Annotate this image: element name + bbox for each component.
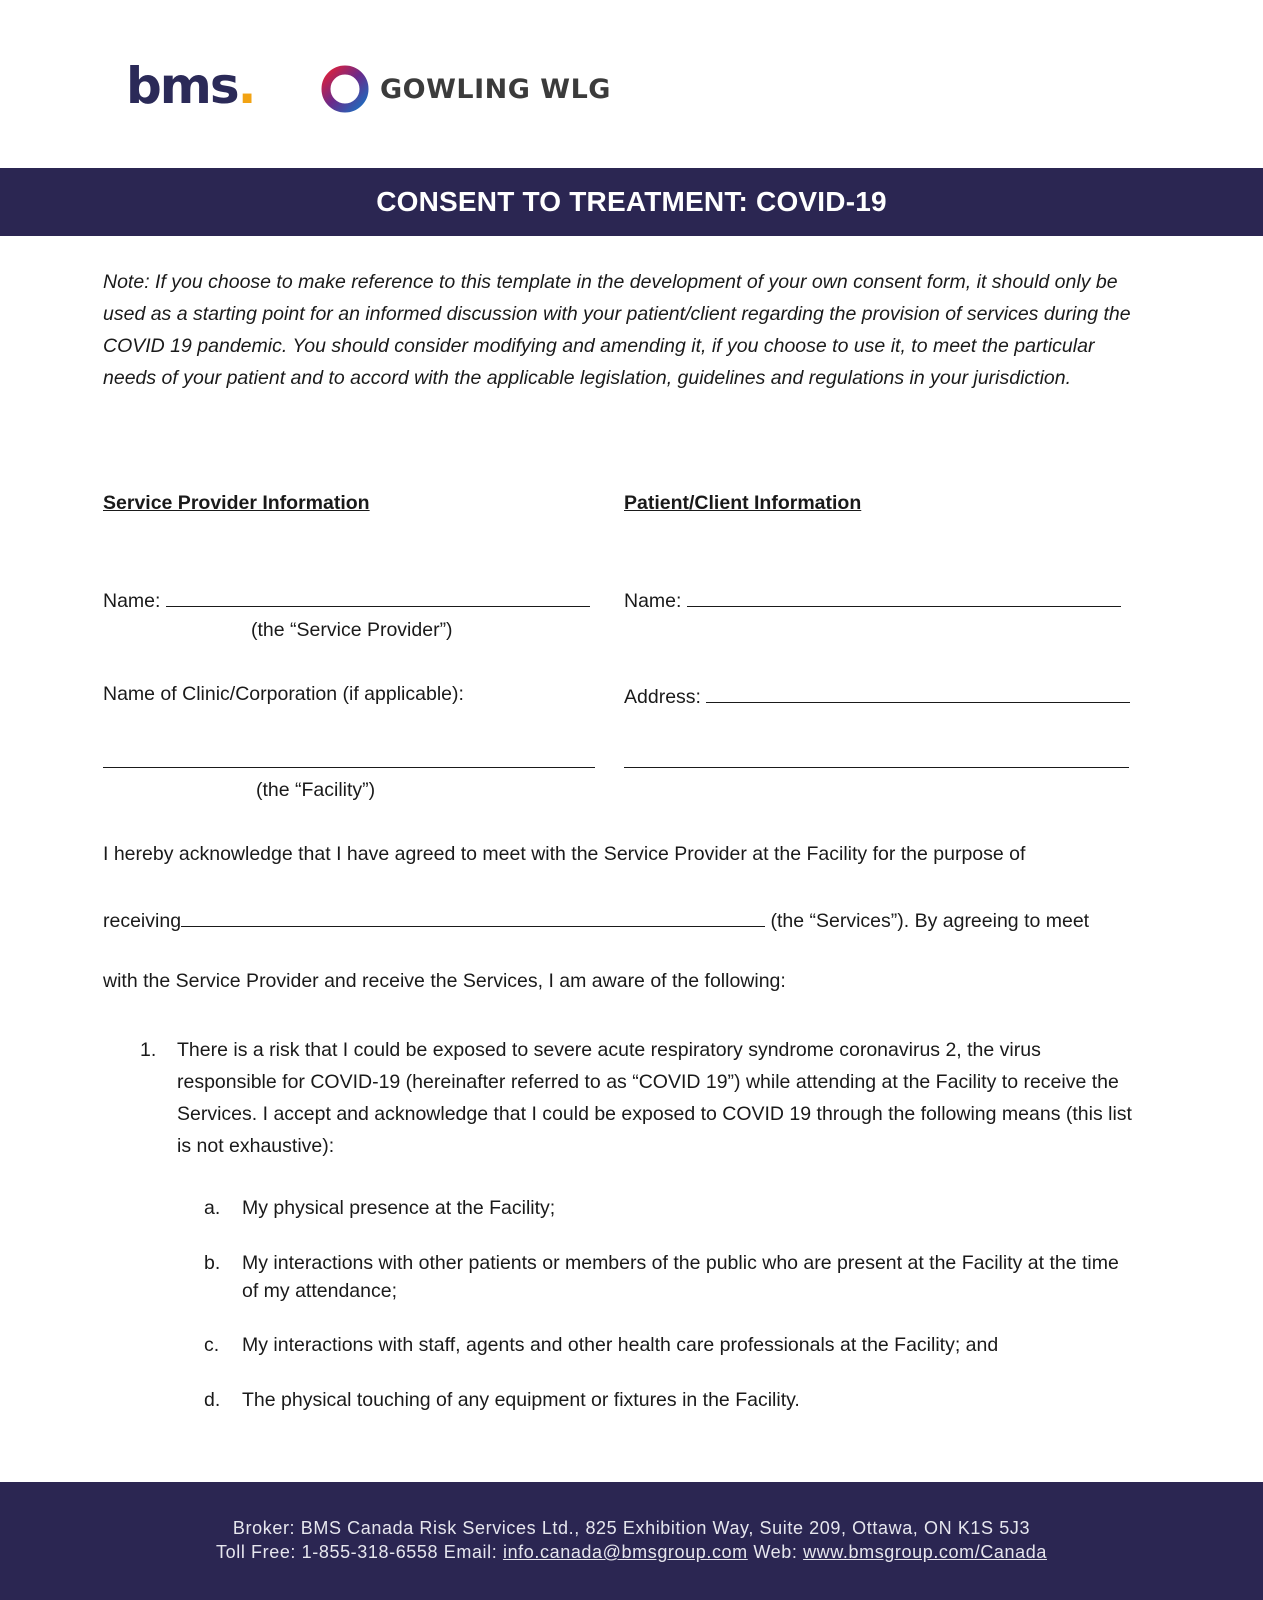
facility-caption: (the “Facility”) — [256, 779, 376, 801]
bms-logo — [126, 58, 255, 114]
footer-web-link[interactable]: www.bmsgroup.com/Canada — [803, 1542, 1047, 1562]
receiving-label: receiving — [103, 910, 182, 932]
footer-email-link[interactable]: info.canada@bmsgroup.com — [502, 1542, 748, 1562]
patient-address-row — [624, 683, 1130, 709]
list-item — [140, 1034, 1140, 1162]
sub-item-text: The physical touching of any equipment or fixtures in the Facility. — [242, 1389, 800, 1411]
sub-item-text: My interactions with other patients or members of the public who are present at the Facility at the time of my attendance; — [242, 1252, 1119, 1302]
service-provider-heading: Service Provider Information — [103, 492, 370, 514]
list-item-number: 1. — [140, 1039, 157, 1061]
acknowledgement-line-1: I hereby acknowledge that I have agreed to meet with the Service Provider at the Facility for the purpose of — [103, 843, 1026, 865]
patient-name-row — [624, 587, 1121, 613]
patient-name-field[interactable] — [687, 587, 1121, 607]
provider-name-label: Name: — [103, 590, 161, 612]
bms-logo-dot: . — [237, 57, 255, 115]
bms-logo-text: bms — [126, 57, 238, 115]
sub-item-letter: a. — [204, 1197, 221, 1219]
sub-item-letter: b. — [204, 1252, 221, 1274]
sub-item-c — [204, 1331, 1134, 1359]
sub-item-letter: d. — [204, 1389, 221, 1411]
footer — [0, 1482, 1263, 1600]
sub-item-text: My physical presence at the Facility; — [242, 1197, 556, 1219]
services-field[interactable] — [181, 907, 765, 927]
sub-item-text: My interactions with staff, agents and other health care professionals at the Facility; and — [242, 1334, 999, 1356]
clinic-field[interactable] — [103, 748, 595, 768]
patient-address-field-2-row — [624, 748, 1129, 774]
patient-heading: Patient/Client Information — [624, 492, 862, 514]
provider-name-field[interactable] — [166, 587, 590, 607]
template-note: Note: If you choose to make reference to this template in the development of your own consent form, it should only be used as a starting point for an informed discussion with your patient/client regarding the provision of services during the COVID 19 pandemic. You should consider modifying and amending it, if you choose to use it, to meet the particular needs of your patient and to accord with the applicable legislation, guidelines and regulations in your jurisdiction. — [103, 271, 1131, 389]
list-item-text: There is a risk that I could be exposed to severe acute respiratory syndrome coronavirus 2, the virus responsible for COVID-19 (hereinafter referred to as “COVID 19”) while attending at the Facility to receive the Services. I accept and acknowledge that I could be exposed to COVID 19 through the following means (this list is not exhaustive): — [177, 1039, 1132, 1157]
gowling-logo — [320, 64, 611, 114]
services-text: (the “Services”). By agreeing to meet — [770, 910, 1090, 932]
title-band — [0, 168, 1263, 236]
footer-toll-free: Toll Free: 1-855-318-6558 Email: — [216, 1542, 498, 1562]
sub-item-d — [204, 1386, 1134, 1414]
provider-caption: (the “Service Provider”) — [251, 619, 453, 641]
footer-web-label: Web: — [753, 1542, 798, 1562]
sub-item-letter: c. — [204, 1334, 220, 1356]
sub-item-b — [204, 1249, 1134, 1305]
gowling-ring-icon — [320, 64, 370, 114]
logo-row — [126, 58, 826, 118]
patient-address-label: Address: — [624, 686, 701, 708]
footer-broker-line: Broker: BMS Canada Risk Services Ltd., 825 Exhibition Way, Suite 209, Ottawa, ON K1S 5J3 — [232, 1518, 1031, 1538]
clinic-field-row — [103, 748, 595, 774]
patient-name-label: Name: — [624, 590, 682, 612]
acknowledgement-line-2 — [103, 907, 1089, 933]
provider-name-row — [103, 587, 590, 613]
page-title: CONSENT TO TREATMENT: COVID-19 — [376, 186, 887, 217]
clinic-label: Name of Clinic/Corporation (if applicable): — [103, 683, 464, 705]
gowling-logo-text: GOWLING WLG — [380, 73, 611, 105]
acknowledgement-line-3: with the Service Provider and receive the Services, I am aware of the following: — [103, 970, 786, 992]
patient-address-field-2[interactable] — [624, 748, 1129, 768]
footer-contact-line — [0, 1542, 1263, 1563]
patient-address-field[interactable] — [706, 683, 1130, 703]
sub-item-a — [204, 1194, 1134, 1222]
